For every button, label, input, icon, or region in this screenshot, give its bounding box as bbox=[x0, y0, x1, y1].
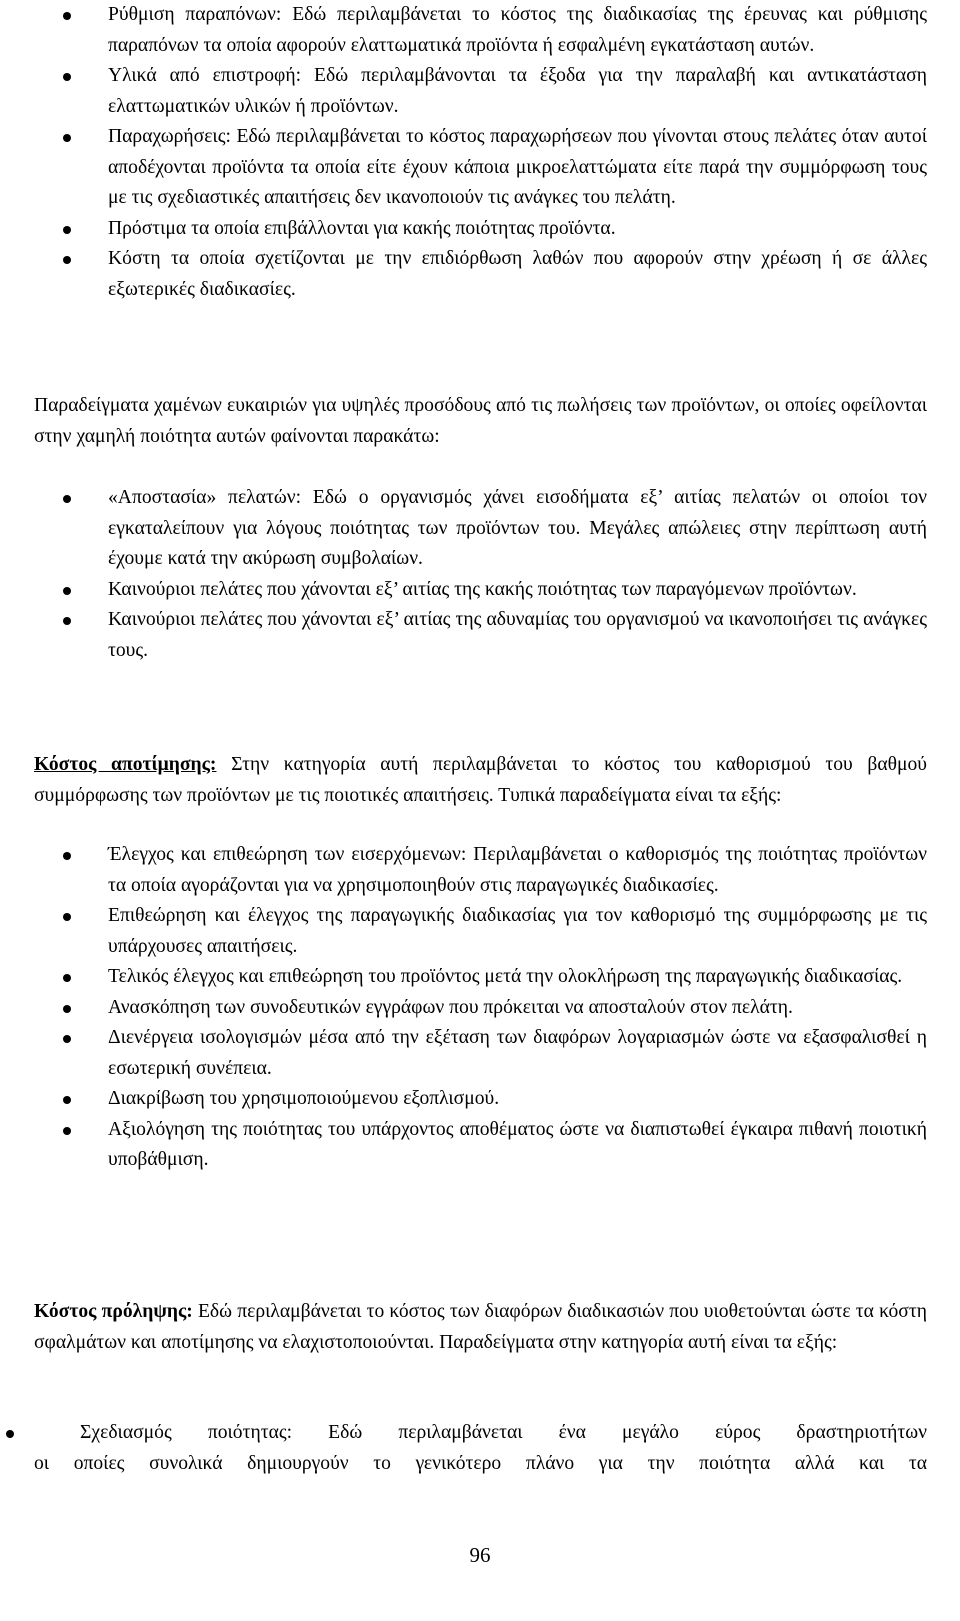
list-item: Τελικός έλεγχος και επιθεώρηση του προϊόντος μετά την ολοκλήρωση της παραγωγικής διαδικασίας. bbox=[0, 962, 927, 993]
list-item: Αξιολόγηση της ποιότητας του υπάρχοντος αποθέματος ώστε να διαπιστωθεί έγκαιρα πιθανή ποιοτική υποβάθμιση. bbox=[0, 1115, 927, 1176]
list-item: Ανασκόπηση των συνοδευτικών εγγράφων που πρόκειται να αποσταλούν στον πελάτη. bbox=[0, 993, 927, 1024]
list-item: Πρόστιμα τα οποία επιβάλλονται για κακής ποιότητας προϊόντα. bbox=[0, 214, 927, 245]
bullet-icon bbox=[63, 1005, 71, 1013]
bullet-icon bbox=[6, 1430, 14, 1438]
quality-planning-item: Σχεδιασμός ποιότητας: Εδώ περιλαμβάνεται ένα μεγάλο εύρος δραστηριοτήτων οι οποίες συνολικά δημιουργούν το γενικότερο πλάνο για την ποιότητα αλλά και τα bbox=[34, 1418, 927, 1479]
bullet-icon bbox=[63, 913, 71, 921]
bullet-icon bbox=[63, 974, 71, 982]
bullet-icon bbox=[63, 617, 71, 625]
list-item: Διακρίβωση του χρησιμοποιούμενου εξοπλισμού. bbox=[0, 1084, 927, 1115]
lost-opportunities-paragraph: Παραδείγματα χαμένων ευκαιριών για υψηλές προσόδους από τις πωλήσεις των προϊόντων, οι οποίες οφείλονται στην χαμηλή ποιότητα αυτών φαίνονται παρακάτω: bbox=[34, 395, 927, 447]
list-item: Κόστη τα οποία σχετίζονται με την επιδιόρθωση λαθών που αφορούν στην χρέωση ή σε άλλες εξωτερικές διαδικασίες. bbox=[0, 244, 927, 305]
bullet-icon bbox=[63, 226, 71, 234]
prevention-cost-paragraph: Κόστος πρόληψης: Εδώ περιλαμβάνεται το κόστος των διαφόρων διαδικασιών που υιοθετούνται ώστε τα κόστη σφαλμάτων και αποτίμησης να ελαχιστοποιούνται. Παραδείγματα στην κατηγορία αυτή είναι τα εξής: bbox=[34, 1301, 927, 1353]
complaints-cost-list bbox=[0, 0, 927, 305]
list-item: Καινούριοι πελάτες που χάνονται εξ’ αιτίας της αδυναμίας του οργανισμού να ικανοποιήσει τις ανάγκες τους. bbox=[0, 605, 927, 666]
bullet-icon bbox=[63, 495, 71, 503]
appraisal-cost-list bbox=[0, 840, 927, 1176]
bullet-icon bbox=[63, 1096, 71, 1104]
prevention-cost-heading: Κόστος πρόληψης: bbox=[34, 1301, 193, 1322]
appraisal-cost-heading: Κόστος αποτίμησης: bbox=[34, 754, 217, 775]
bullet-icon bbox=[63, 852, 71, 860]
bullet-icon bbox=[63, 256, 71, 264]
bullet-icon bbox=[63, 1035, 71, 1043]
bullet-icon bbox=[63, 73, 71, 81]
list-item: Έλεγχος και επιθεώρηση των εισερχόμενων: Περιλαμβάνεται ο καθορισμός της ποιότητας προϊόντων τα οποία αγοράζονται για να χρησιμοποιηθούν στις παραγωγικές διαδικασίες. bbox=[0, 840, 927, 901]
lost-opportunities-list bbox=[0, 483, 927, 666]
list-item: Ρύθμιση παραπόνων: Εδώ περιλαμβάνεται το κόστος της διαδικασίας της έρευνας και ρύθμισης παραπόνων τα οποία αφορούν ελαττωματικά προϊόντα ή εσφαλμένη εγκατάσταση αυτών. bbox=[0, 0, 927, 61]
list-item: Καινούριοι πελάτες που χάνονται εξ’ αιτίας της κακής ποιότητας των παραγόμενων προϊόντων. bbox=[0, 575, 927, 606]
list-item: Παραχωρήσεις: Εδώ περιλαμβάνεται το κόστος παραχωρήσεων που γίνονται στους πελάτες όταν αυτοί αποδέχονται προϊόντα τα οποία είτε έχουν κάποια μικροελαττώματα είτε παρά την συμμόρφωση τους με τις σχεδιαστικές απαιτήσεις δεν ικανοποιούν τις ανάγκες του πελάτη. bbox=[0, 122, 927, 214]
bullet-icon bbox=[63, 134, 71, 142]
bullet-icon bbox=[63, 587, 71, 595]
list-item: Επιθεώρηση και έλεγχος της παραγωγικής διαδικασίας για τον καθορισμό της συμμόρφωσης με τις υπάρχουσες απαιτήσεις. bbox=[0, 901, 927, 962]
page-number: 96 bbox=[469, 1543, 491, 1567]
list-item: Υλικά από επιστροφή: Εδώ περιλαμβάνονται τα έξοδα για την παραλαβή και αντικατάσταση ελαττωματικών υλικών ή προϊόντων. bbox=[0, 61, 927, 122]
list-item: Διενέργεια ισολογισμών μέσα από την εξέταση των διαφόρων λογαριασμών ώστε να εξασφαλισθεί η εσωτερική συνέπεια. bbox=[0, 1023, 927, 1084]
list-item: «Αποστασία» πελατών: Εδώ ο οργανισμός χάνει εισοδήματα εξ’ αιτίας πελατών οι οποίοι τον εγκαταλείπουν για λόγους ποιότητας των προϊόντων του. Μεγάλες απώλειες στην περίπτωση αυτή έχουμε κατά την ακύρωση συμβολαίων. bbox=[0, 483, 927, 575]
bullet-icon bbox=[63, 1127, 71, 1135]
bullet-icon bbox=[63, 12, 71, 20]
appraisal-cost-paragraph: Κόστος αποτίμησης: Στην κατηγορία αυτή περιλαμβάνεται το κόστος του καθορισμού του βαθμού συμμόρφωσης των προϊόντων με τις ποιοτικές απαιτήσεις. Τυπικά παραδείγματα είναι τα εξής: bbox=[34, 754, 927, 806]
